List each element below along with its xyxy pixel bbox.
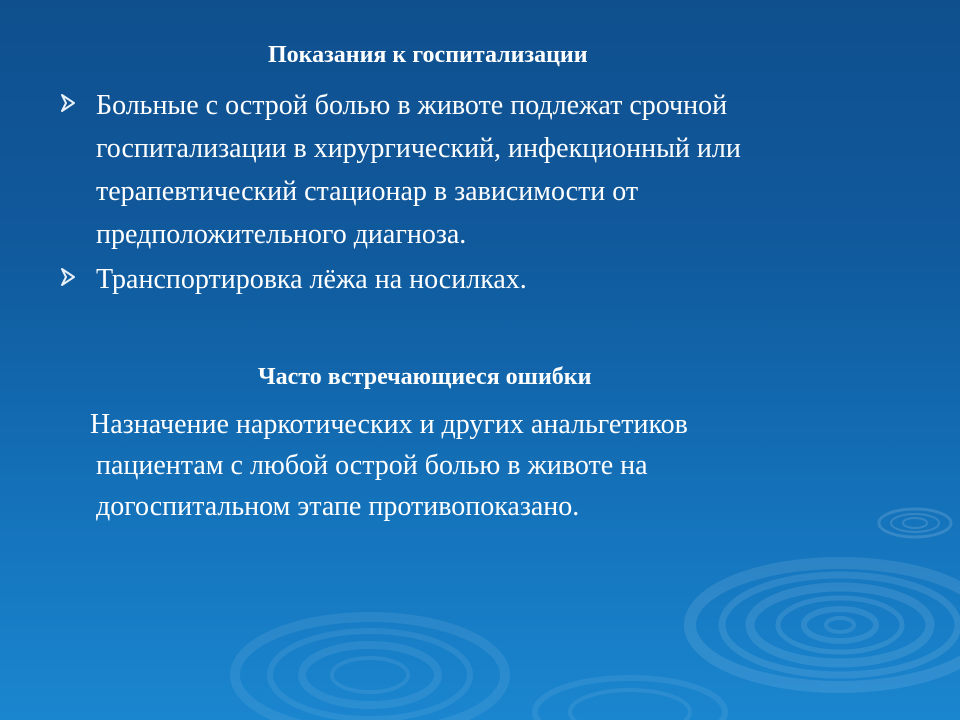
section-heading-errors: Часто встречающиеся ошибки [258, 364, 592, 390]
bullet-line: терапевтический стационар в зависимости от [96, 176, 639, 207]
paragraph-line: догоспитальном этапе противопоказано. [96, 491, 580, 522]
chevron-arrow-icon [60, 84, 96, 117]
bullet-line: Транспортировка лёжа на носилках. [96, 264, 527, 295]
bullet-item [60, 84, 860, 256]
paragraph-line: пациентам с любой острой болью в животе на [96, 450, 648, 481]
bullet-line: госпитализации в хирургический, инфекционный или [96, 133, 741, 164]
paragraph-line: Назначение наркотических и других анальгетиков [90, 409, 688, 440]
bullet-text [96, 84, 741, 256]
section-heading-hospitalization: Показания к госпитализации [268, 42, 588, 68]
errors-paragraph [90, 404, 876, 527]
bullet-text [96, 258, 527, 301]
bullet-line: Больные с острой болью в животе подлежат срочной [96, 90, 728, 121]
chevron-arrow-icon [60, 258, 96, 291]
bullet-line: предположительного диагноза. [96, 219, 467, 250]
bullet-item [60, 258, 860, 301]
